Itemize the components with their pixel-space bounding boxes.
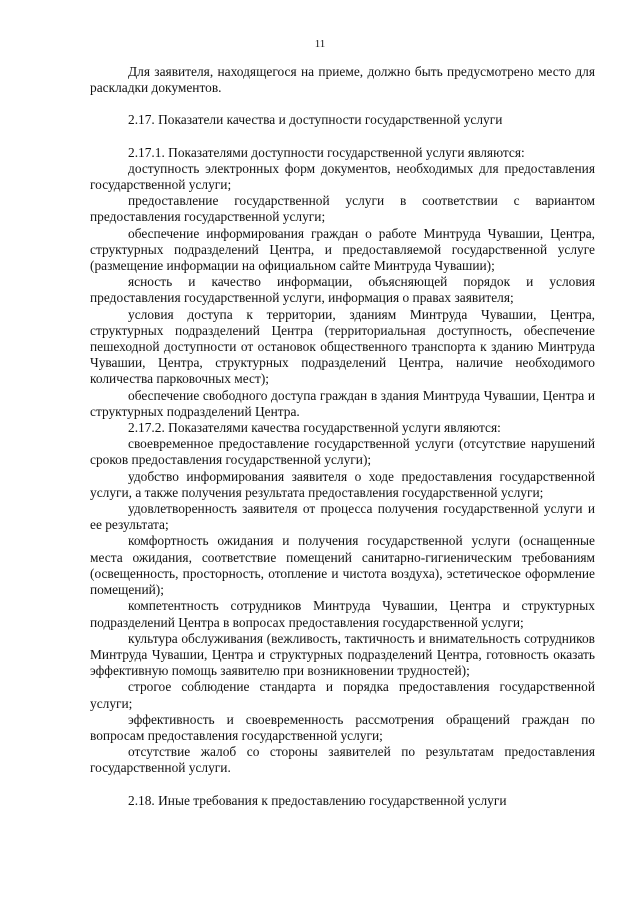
quality-item: своевременное предоставление государственной услуги (отсутствие нарушений сроков предоставления государственной услуги); [90,436,595,468]
availability-item: предоставление государственной услуги в соответствии с вариантом предоставления государственной услуги; [90,193,595,225]
availability-item: обеспечение информирования граждан о работе Минтруда Чувашии, Центра, структурных подразделений Центра, и предоставляемой государственной услуге (размещение информации на официальном сайте Минтруда Чувашии); [90,225,595,274]
availability-item: условия доступа к территории, зданиям Минтруда Чувашии, Центра, структурных подразделений Центра (территориальная доступность, обеспечение пешеходной доступности от остановок общественного транспорта к зданию Минтруда Чувашии, Центра, структурных подразделений Центра, наличие необходимого количества парковочных мест); [90,306,595,387]
quality-item: культура обслуживания (вежливость, тактичность и внимательность сотрудников Минтруда Чувашии, Центра и структурных подразделений Центра, готовность оказать эффективную помощь заявителю при возникновении трудностей); [90,630,595,679]
availability-item: обеспечение свободного доступа граждан в здания Минтруда Чувашии, Центра и структурных подразделений Центра. [90,387,595,419]
section-heading-2-17: 2.17. Показатели качества и доступности государственной услуги [128,112,503,128]
page-number: 11 [314,38,326,50]
quality-item: компетентность сотрудников Минтруда Чувашии, Центра и структурных подразделений Центра в вопросах предоставления государственной услуги; [90,598,595,630]
quality-item: строгое соблюдение стандарта и порядка предоставления государственной услуги; [90,679,595,711]
availability-item: ясность и качество информации, объясняющей порядок и условия предоставления государственной услуги, информация о правах заявителя; [90,274,595,306]
quality-item: комфортность ожидания и получения государственной услуги (оснащенные места ожидания, соответствие помещений санитарно-гигиеническим требованиям (освещенность, просторность, отопление и чистота воздуха), эстетическое оформление помещений); [90,533,595,598]
availability-item: доступность электронных форм документов, необходимых для предоставления государственной услуги; [90,160,595,193]
document-body [90,64,595,809]
paragraph-intro: Для заявителя, находящегося на приеме, должно быть предусмотрено место для раскладки документов. [90,64,595,96]
paragraph-2-17-2: 2.17.2. Показателями качества государственной услуги являются: [128,420,501,436]
quality-item: удобство информирования заявителя о ходе предоставления государственной услуги, а также получения результата предоставления государственной услуги; [90,468,595,500]
quality-item: отсутствие жалоб со стороны заявителей по результатам предоставления государственной услуги. [90,744,595,776]
paragraph-2-17-1: 2.17.1. Показателями доступности государственной услуги являются: [128,144,525,160]
section-heading-2-18: 2.18. Иные требования к предоставлению государственной услуги [128,792,507,808]
quality-item: эффективность и своевременность рассмотрения обращений граждан по вопросам предоставления государственной услуги; [90,711,595,743]
quality-item: удовлетворенность заявителя от процесса получения государственной услуги и ее результата; [90,501,595,533]
